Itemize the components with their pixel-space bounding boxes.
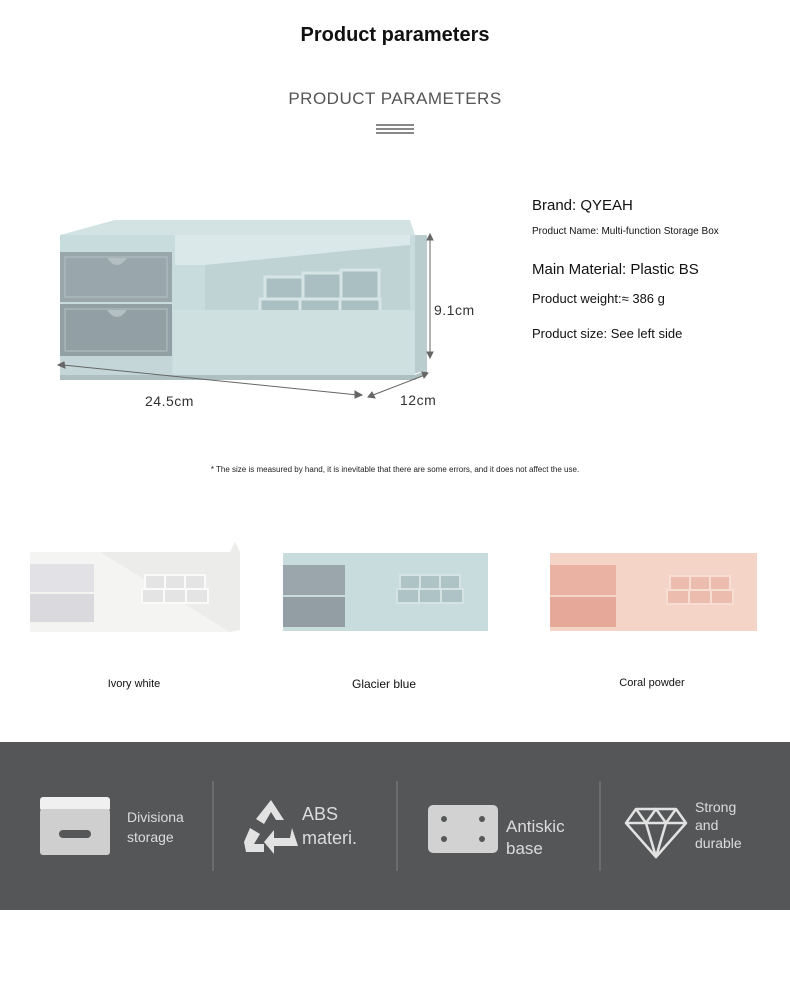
feature-divider [599,781,601,871]
feature-divider [396,781,398,871]
spec-product-name: Product Name: Multi-function Storage Box [532,226,719,237]
feature-3-text [506,816,565,860]
drawer-box-icon [40,797,112,857]
dimension-length: 24.5cm [145,393,194,409]
variant-label-blue: Glacier blue [351,677,417,691]
dimension-height: 9.1cm [434,302,475,318]
feature-2-line1: ABS [302,804,339,824]
feature-2-text [302,802,357,850]
product-main-image [55,215,495,415]
spec-material: Main Material: Plastic BS [532,261,699,278]
subtitle-decoration [376,124,414,136]
variant-image-blue [283,548,493,633]
feature-1-line2: storage [127,829,174,845]
recycle-icon [242,798,300,856]
feature-1-line1: Divisiona [127,809,184,825]
feature-divider [212,781,214,871]
spec-brand: Brand: QYEAH [532,197,633,214]
variant-label-ivory: Ivory white [107,678,161,690]
antiskid-pad-icon [428,805,500,855]
feature-band [0,742,790,910]
feature-1-text [127,807,184,847]
variant-image-coral [550,545,762,635]
feature-2-line2: materi. [302,828,358,848]
feature-4-line3: durable [695,835,742,851]
feature-4-line2: and [695,817,719,833]
variant-label-coral: Coral powder [619,677,685,689]
measurement-note: * The size is measured by hand, it is inevitable that there are some errors, and it does not affect the use. [210,465,580,474]
diamond-icon [624,807,688,859]
spec-size: Product size: See left side [532,326,683,341]
variant-image-ivory [30,542,240,637]
dimension-depth: 12cm [400,392,437,408]
section-subtitle: PRODUCT PARAMETERS [288,89,502,108]
spec-weight: Product weight:≈ 386 g [532,291,665,306]
feature-4-line1: Strong [695,799,737,815]
feature-4-text [695,798,742,852]
feature-3-line2: base [506,839,543,858]
page-title: Product parameters [300,24,490,46]
feature-3-line1: Antiskic [506,817,565,836]
